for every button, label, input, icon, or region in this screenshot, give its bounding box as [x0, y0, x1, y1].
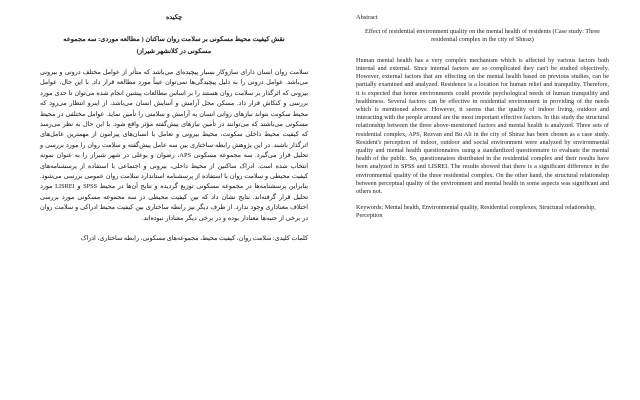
english-paper-title: Effect of residential environment quality on the mental health of residents (Case study: Three residential complex in the city of Shiraz): [365, 28, 600, 44]
persian-abstract-heading: چکیده: [165, 14, 183, 21]
persian-abstract-body: سلامت روان انسان دارای سازوکار بسیار پیچیده‌ای می‌باشد که متأثر از عوامل مختلف درونی و بیرونی می‌باشد. عوامل درونی را به دلیل پیچیدگی‌ها نمی‌توان عیناً مورد مطالعه قرار داد. با این حال، عوامل بیرونی که اثرگذار بر سلامت روان هستند را بر اساس مطالعات پیشین انجام شده می‌توان تا حدی مورد بررسی و کنکاش قرار داد. مسکن محل آرامش و آسایش انسان می‌باشد، از اینرو انتظار می‌رود که محیط سکونت بتواند نیازهای روانی انسان به آرامش و سلامتی را تأمین نماید. عوامل مختلفی در محیط مسکونی می‌باشند که می‌توانند در تأمین نیازهای پیش‌گفته مؤثر واقع شود. با این حال به نظر می‌رسد که کیفیت محیط داخلی سکونت، محیط بیرونی و تعامل با انسان‌های پیرامون از مهمترین عامل‌های اثرگذار باشند. در این پژوهش رابطه ساختاری بین سه عامل پیش‌گفته و سلامت روان را مورد بررسی و تحلیل قرار می‌گیرد. سه مجموعه مسکونی APS، رضوان و بوعلی در شهر شیراز را به عنوان نمونه انتخاب شده است. ادراک ساکنین از محیط داخلی، بیرونی و اجتماعی با استفاده از پرسشنامه‌های کیفیت محیطی و سلامت روان با استفاده از پرسشنامه استاندارد سلامت روان عمومی بررسی می‌شود. بنابراین پرسشنامه‌ها در مجموعه مسکونی توزیع گردیده و نتایج آن‌ها در محیط SPSS و LISREI مورد تحلیل قرار گرفته‌اند. نتایج نشان داد که بین کیفیت محیطی در سه مجموعه مسکونی مورد بررسی اختلاف معناداری وجود ندارد. از طرف دیگر نیز رابطه ساختاری بین کیفیت محیط ادراکی و سلامت روان در برخی از جنبه‌ها معنادار بوده و در برخی دیگر معنادار نبوده‌اند.: [40, 69, 309, 222]
english-abstract-body: Human mental health has a very complex mechanism which is affected by various factors both internal and external. Since internal factors are so complicated they can't be studied objectively. However, external factors that are effecting on the mental health based on previous studies, can be partially examined and analyzed. Residence is a location for human relief and tranquility. Therefore, it is expected that home environments could provide psychological needs of human tranquility and healthiness. Several factors can be effective in residential environment in providing of the needs which is mentioned above. However, it seems that the quality of indoor living, outdoor and interacting with the people around are the most important effective factors. In this study the structural relationship between the three above-mentioned factors and mental health is analyzed. Three sets of residential complex, APS, Rezvan and Bu Ali in the city of Shiraz has been chosen as a case study. Resident's perception of indoor, outdoor and social environment were analyzed by environmental quality and mental health questionnaires using a standardized questionnaire to evaluate the mental health of the public. So, questionnaires distributed in the residential complex and their results have been analyzed in SPSS and LISREI. The results showed that there is a significant difference in the environmental quality of the three residential complex. On the other hand, the structural relationship between perceptual quality of the environment and mental health in some aspects was significant and others not.: [356, 56, 609, 196]
english-abstract-column: [356, 14, 609, 221]
english-abstract-heading: Abstract: [356, 14, 378, 21]
english-keywords: Keywords; Mental health, Environmental quality, Residential complexes, Structural relationship, Perception: [356, 204, 596, 220]
persian-keywords: کلمات کلیدی: سلامت روان، کیفیت محیط، مجموعه‌های مسکونی، رابطه ساختاری، ادراک: [80, 235, 308, 243]
persian-abstract-column: [40, 14, 308, 245]
persian-paper-title: نقش کیفیت محیط مسکونی بر سلامت روان ساکنان ( مطالعه موردی: سه مجموعه مسکونی در کلانشهر شیراز): [63, 36, 285, 55]
